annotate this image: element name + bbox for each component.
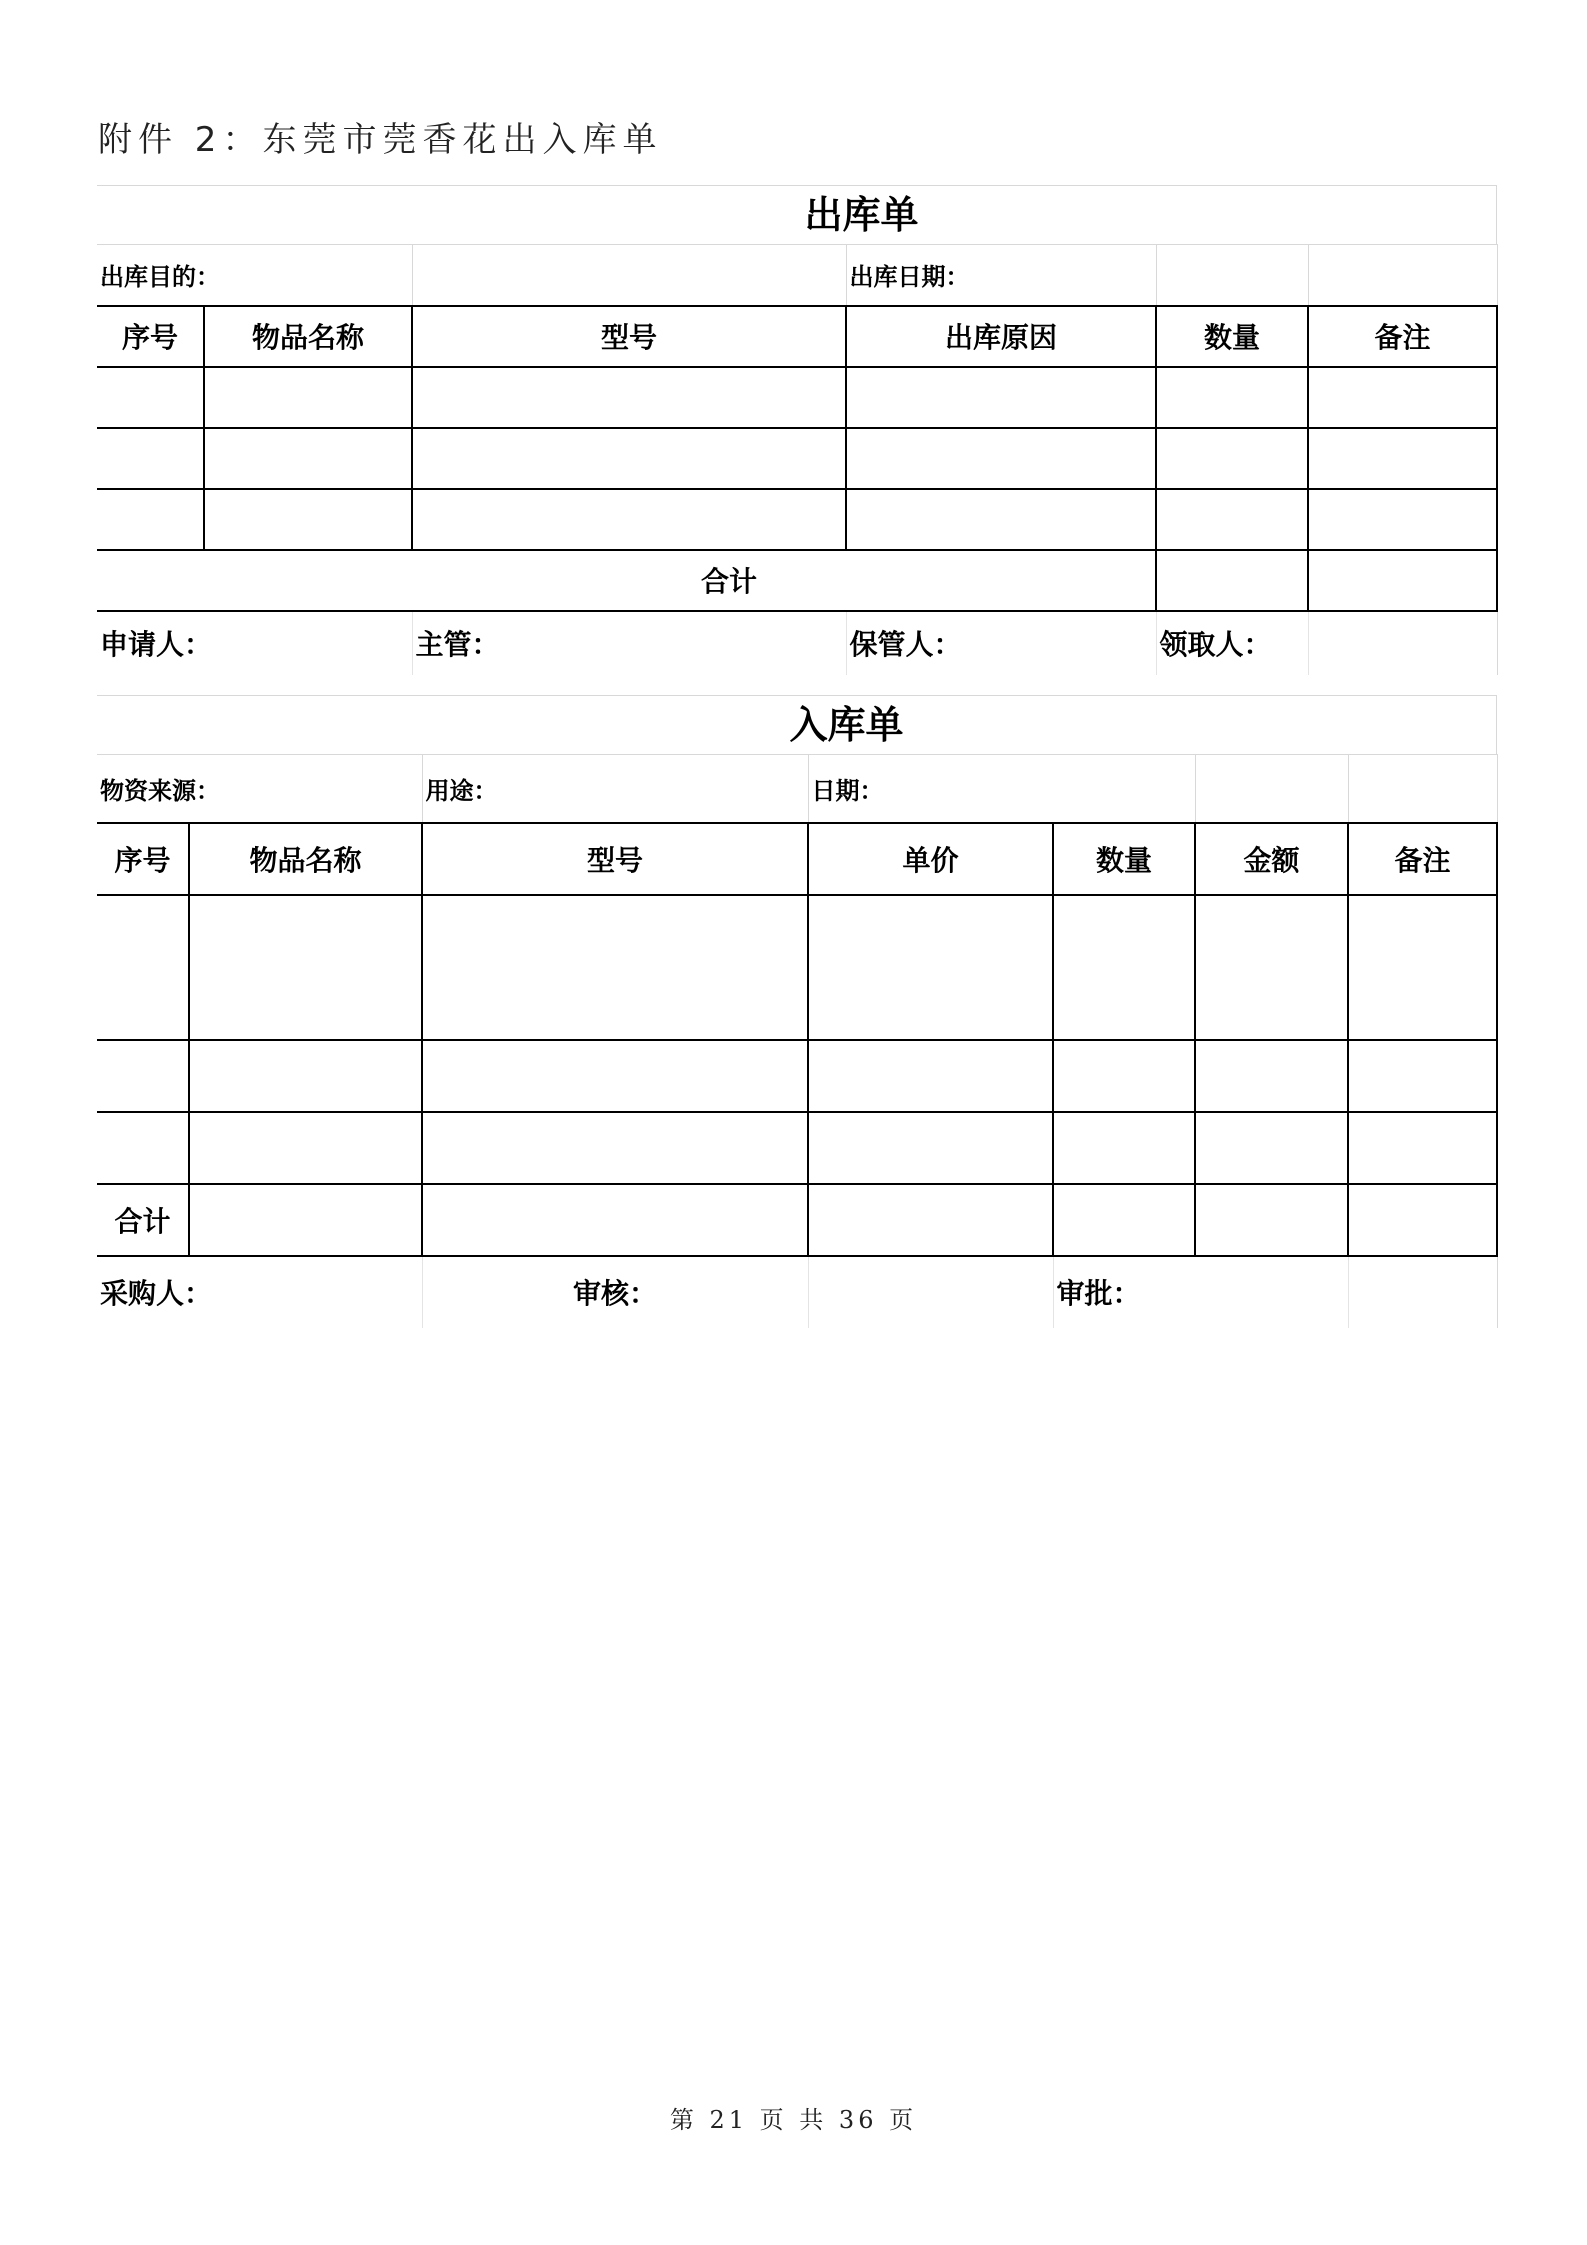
- inbound-reviewer-label: 审核：: [422, 1256, 808, 1328]
- outbound-header-reason: 出库原因: [846, 306, 1156, 367]
- table-cell[interactable]: [1308, 367, 1497, 428]
- inbound-total-row: [97, 1184, 1497, 1256]
- table-cell[interactable]: [1195, 895, 1348, 1040]
- outbound-purpose-label: 出库目的：: [97, 245, 412, 306]
- inbound-usage-label: 用途：: [422, 755, 808, 823]
- inbound-header-index: 序号: [97, 823, 189, 895]
- inbound-total-quantity[interactable]: [1053, 1184, 1195, 1256]
- table-cell[interactable]: [1308, 428, 1497, 489]
- table-cell[interactable]: [808, 1112, 1053, 1184]
- table-cell[interactable]: [97, 367, 204, 428]
- table-cell[interactable]: [422, 1112, 808, 1184]
- table-cell[interactable]: [1308, 489, 1497, 550]
- page-number: 第 21 页 共 36 页: [669, 2106, 918, 2134]
- table-cell[interactable]: [1348, 895, 1497, 1040]
- table-cell[interactable]: [846, 428, 1156, 489]
- outbound-form: [97, 185, 1497, 675]
- outbound-header-quantity: 数量: [1156, 306, 1308, 367]
- table-cell[interactable]: [808, 895, 1053, 1040]
- table-cell[interactable]: [1195, 1040, 1348, 1112]
- inbound-data-row: [97, 1040, 1497, 1112]
- outbound-total-label: 合计: [97, 550, 1156, 611]
- inbound-total-label: 合计: [97, 1184, 189, 1256]
- table-cell[interactable]: [1156, 489, 1308, 550]
- inbound-total-item-name[interactable]: [189, 1184, 422, 1256]
- outbound-total-quantity[interactable]: [1156, 550, 1308, 611]
- inbound-header-item-name: 物品名称: [189, 823, 422, 895]
- table-cell[interactable]: [422, 895, 808, 1040]
- table-cell[interactable]: [97, 428, 204, 489]
- inbound-total-amount[interactable]: [1195, 1184, 1348, 1256]
- inbound-purchaser-label: 采购人：: [97, 1256, 422, 1328]
- inbound-date-value[interactable]: [1195, 755, 1348, 823]
- outbound-keeper-label: 保管人：: [846, 611, 1156, 675]
- inbound-data-row: [97, 1112, 1497, 1184]
- table-cell[interactable]: [97, 1040, 189, 1112]
- inbound-form: [97, 695, 1497, 1328]
- outbound-header-remark: 备注: [1308, 306, 1497, 367]
- table-cell[interactable]: [1156, 367, 1308, 428]
- table-cell[interactable]: [1053, 895, 1195, 1040]
- outbound-header-model: 型号: [412, 306, 846, 367]
- table-cell[interactable]: [97, 1112, 189, 1184]
- inbound-table: [97, 754, 1498, 1328]
- inbound-date-label: 日期：: [808, 755, 1195, 823]
- outbound-header-row: [97, 306, 1497, 367]
- table-cell[interactable]: [1348, 1040, 1497, 1112]
- table-cell[interactable]: [1348, 1112, 1497, 1184]
- table-cell[interactable]: [1195, 1112, 1348, 1184]
- table-cell[interactable]: [1156, 428, 1308, 489]
- outbound-total-row: [97, 550, 1497, 611]
- outbound-date-value[interactable]: [1156, 245, 1308, 306]
- outbound-data-row: [97, 367, 1497, 428]
- outbound-receiver-value[interactable]: [1308, 611, 1497, 675]
- outbound-receiver-label: 领取人：: [1156, 611, 1308, 675]
- table-cell[interactable]: [412, 428, 846, 489]
- inbound-signature-row: [97, 1256, 1497, 1328]
- inbound-info-row: [97, 755, 1497, 823]
- outbound-purpose-value[interactable]: [412, 245, 846, 306]
- table-cell[interactable]: [846, 367, 1156, 428]
- inbound-header-quantity: 数量: [1053, 823, 1195, 895]
- outbound-header-item-name: 物品名称: [204, 306, 412, 367]
- inbound-title: 入库单: [97, 695, 1497, 754]
- table-cell[interactable]: [204, 428, 412, 489]
- table-cell[interactable]: [412, 489, 846, 550]
- outbound-info-row: [97, 245, 1497, 306]
- table-cell[interactable]: [204, 367, 412, 428]
- outbound-title: 出库单: [97, 185, 1497, 244]
- inbound-header-amount: 金额: [1195, 823, 1348, 895]
- table-cell[interactable]: [204, 489, 412, 550]
- table-cell[interactable]: [189, 1040, 422, 1112]
- attachment-title: 附件 2：东莞市莞香花出入库单: [98, 120, 663, 160]
- table-cell[interactable]: [846, 489, 1156, 550]
- inbound-total-model[interactable]: [422, 1184, 808, 1256]
- table-cell[interactable]: [808, 1040, 1053, 1112]
- inbound-approver-label: 审批：: [1053, 1256, 1348, 1328]
- inbound-total-unit-price[interactable]: [808, 1184, 1053, 1256]
- table-cell[interactable]: [189, 1112, 422, 1184]
- inbound-header-row: [97, 823, 1497, 895]
- outbound-table: [97, 244, 1498, 675]
- outbound-data-row: [97, 428, 1497, 489]
- inbound-reviewer-value[interactable]: [808, 1256, 1053, 1328]
- inbound-data-row: [97, 895, 1497, 1040]
- outbound-applicant-label: 申请人：: [97, 611, 412, 675]
- table-cell[interactable]: [97, 489, 204, 550]
- outbound-data-row: [97, 489, 1497, 550]
- outbound-date-label: 出库日期：: [846, 245, 1156, 306]
- outbound-total-remark[interactable]: [1308, 550, 1497, 611]
- table-cell[interactable]: [1053, 1040, 1195, 1112]
- table-cell[interactable]: [189, 895, 422, 1040]
- outbound-supervisor-label: 主管：: [412, 611, 846, 675]
- table-cell[interactable]: [97, 895, 189, 1040]
- inbound-date-extra[interactable]: [1348, 755, 1497, 823]
- inbound-header-remark: 备注: [1348, 823, 1497, 895]
- inbound-approver-value[interactable]: [1348, 1256, 1497, 1328]
- table-cell[interactable]: [422, 1040, 808, 1112]
- outbound-signature-row: [97, 611, 1497, 675]
- inbound-header-unit-price: 单价: [808, 823, 1053, 895]
- outbound-date-extra[interactable]: [1308, 245, 1497, 306]
- inbound-total-remark[interactable]: [1348, 1184, 1497, 1256]
- inbound-header-model: 型号: [422, 823, 808, 895]
- table-cell[interactable]: [1053, 1112, 1195, 1184]
- inbound-source-label: 物资来源：: [97, 755, 422, 823]
- table-cell[interactable]: [412, 367, 846, 428]
- outbound-header-index: 序号: [97, 306, 204, 367]
